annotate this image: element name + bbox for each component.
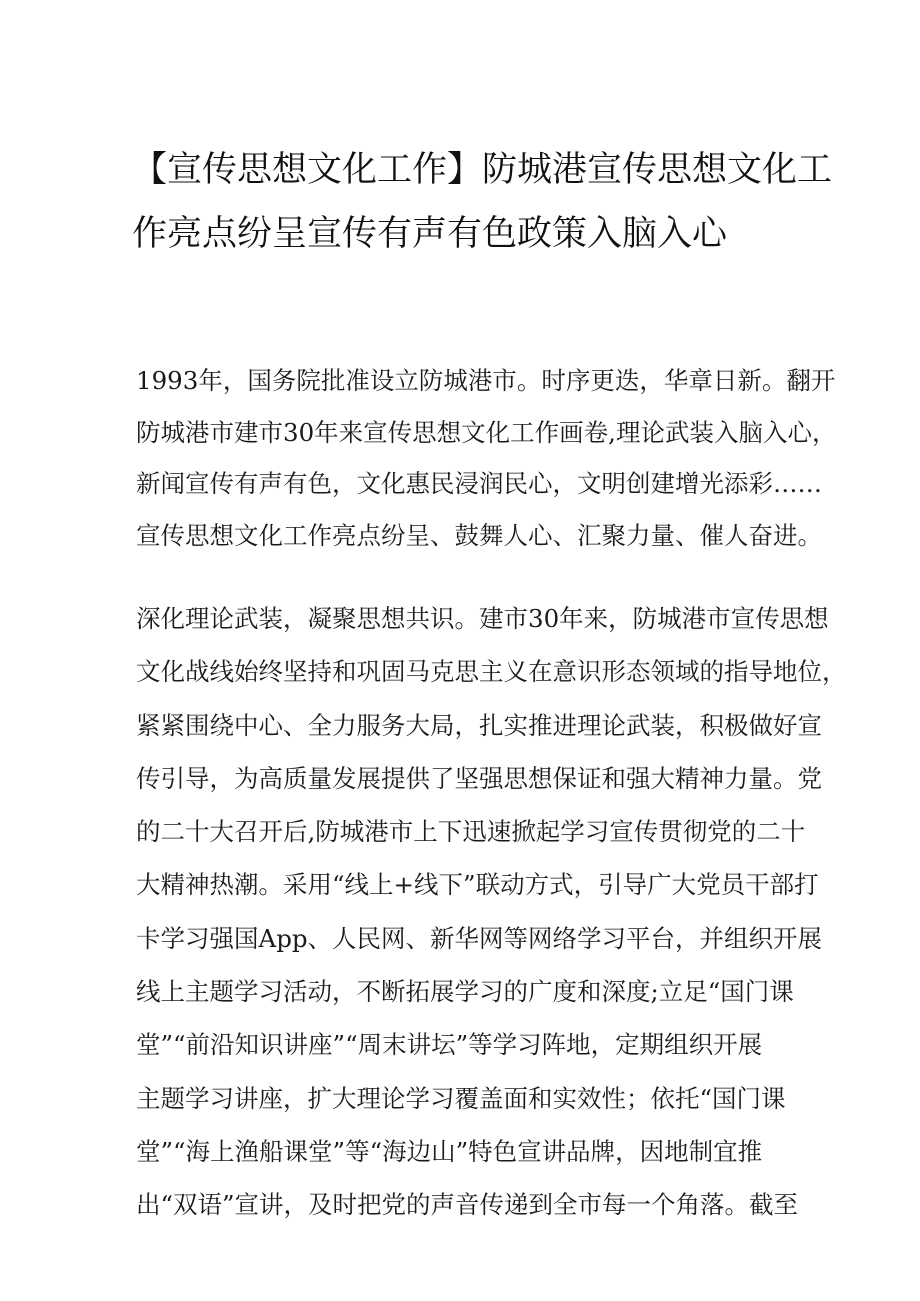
paragraph-line: 卡学习强国App、人民网、新华网等网络学习平台，并组织开展	[136, 923, 823, 953]
paragraph-line: 线上主题学习活动，不断拓展学习的广度和深度;立足“国门课	[136, 977, 794, 1007]
document-title	[132, 138, 833, 266]
paragraph-line: 新闻宣传有声有色，文化惠民浸润民心，文明创建增光添彩……	[136, 469, 822, 498]
paragraph-theory	[136, 592, 847, 1232]
title-line: 【宣传思想文化工作】防城港宣传思想文化工	[132, 150, 833, 190]
title-line: 作亮点纷呈宣传有声有色政策入脑入心	[132, 214, 728, 254]
paragraph-line: 主题学习讲座，扩大理论学习覆盖面和实效性；依托“国门课	[136, 1083, 786, 1113]
paragraph-line: 的二十大召开后,防城港市上下迅速掀起学习宣传贯彻党的二十	[136, 817, 806, 847]
paragraph-line: 1993年，国务院批准设立防城港市。时序更迭，华章日新。翻开	[136, 366, 836, 395]
paragraph-intro	[136, 355, 837, 561]
paragraph-line: 大精神热潮。采用“线上+线下”联动方式，引导广大党员干部打	[136, 870, 819, 900]
paragraph-line: 深化理论武装，凝聚思想共识。建市30年来，防城港市宣传思想	[136, 604, 829, 633]
paragraph-line: 紧紧围绕中心、全力服务大局，扎实推进理论武装，积极做好宣	[136, 710, 822, 740]
paragraph-line: 出“双语”宣讲，及时把党的声音传递到全市每一个角落。截至	[136, 1190, 799, 1220]
paragraph-line: 宣传思想文化工作亮点纷呈、鼓舞人心、汇聚力量、催人奋进。	[136, 520, 822, 550]
paragraph-line: 文化战线始终坚持和巩固马克思主义在意识形态领域的指导地位，	[136, 657, 847, 687]
paragraph-line: 堂”“前沿知识讲座”“周末讲坛”等学习阵地，定期组织开展	[136, 1030, 763, 1060]
paragraph-line: 传引导，为高质量发展提供了坚强思想保证和强大精神力量。党	[136, 763, 822, 793]
paragraph-line: 堂”“海上渔船课堂”等“海边山”特色宣讲品牌，因地制宜推	[136, 1136, 763, 1166]
paragraph-line: 防城港市建市30年来宣传思想文化工作画卷,理论武装入脑入心，	[136, 417, 837, 447]
